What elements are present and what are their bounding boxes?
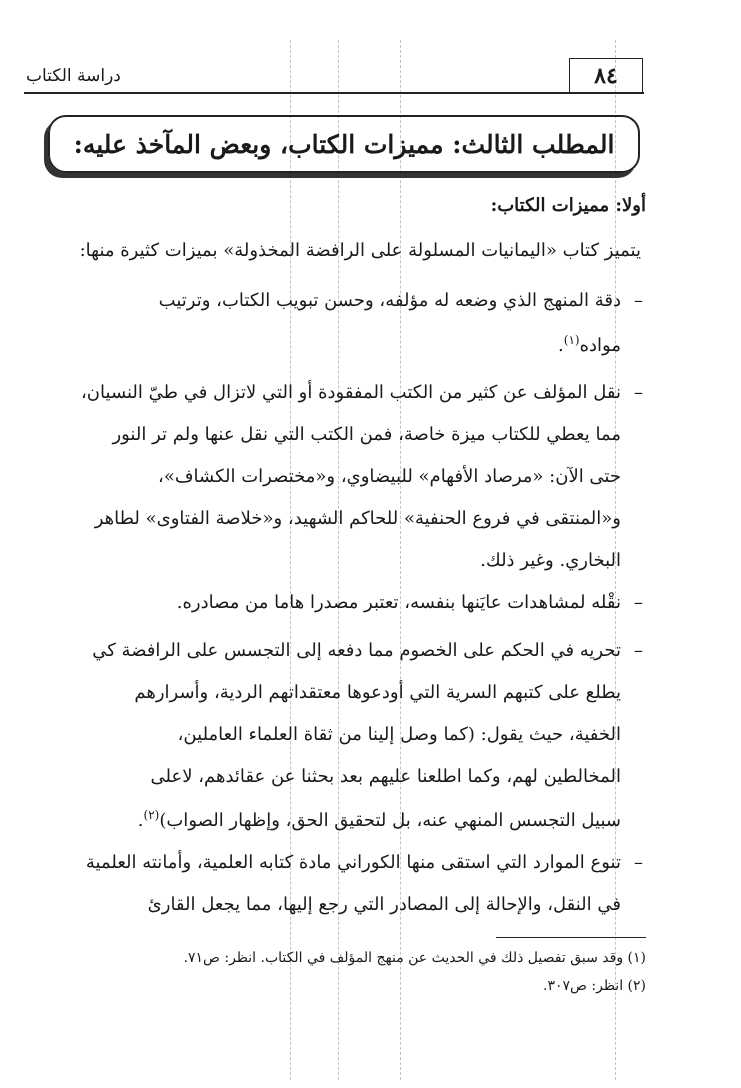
footnote-2: (٢) انظر: ص٣٠٧. <box>542 978 646 994</box>
item-1-line-2: مواده$^{(١)}$. <box>558 333 621 356</box>
footnote-ref-2: (٢) <box>143 808 160 822</box>
item-4-line-4: المخالطين لهم، وكما اطلعنا عليهم بعد بحثنا عن عقائدهم، لاعلى <box>150 766 621 787</box>
section-title-box <box>48 115 640 173</box>
scan-artifact-line <box>400 40 401 1080</box>
item-1-line-1: دقة المنهج الذي وضعه له مؤلفه، وحسن تبويب الكتاب، وترتيب <box>158 290 621 311</box>
item-2-line-3: حتى الآن: «مرصاد الأفهام» للبيضاوي، و«مختصرات الكشاف»، <box>158 466 621 487</box>
bullet-dash: – <box>634 852 643 873</box>
item-5-line-1: تنوع الموارد التي استقى منها الكوراني مادة كتابه العلمية، وأمانته العلمية <box>85 852 621 873</box>
running-header-title: دراسة الكتاب <box>26 66 121 86</box>
page-number-box <box>569 58 643 94</box>
section-title: المطلب الثالث: مميزات الكتاب، وبعض المآخذ عليه: <box>73 129 615 159</box>
item-3-line-1: نقْله لمشاهدات عايَنها بنفسه، تعتبر مصدرا هاما من مصادره. <box>176 592 621 613</box>
bullet-dash: – <box>634 290 643 311</box>
item-4-line-3: الخفية، حيث يقول: (كما وصل إلينا من ثقاة العلماء العاملين، <box>177 724 621 745</box>
footnote-ref-1: (١) <box>563 333 580 347</box>
subheading: أولا: مميزات الكتاب: <box>490 195 646 216</box>
item-4-line-5-text: سبيل التجسس المنهي عنه، بل لتحقيق الحق، وإظهار الصواب) <box>159 810 621 831</box>
item-4-line-1: تحريه في الحكم على الخصوم مما دفعه إلى التجسس على الرافضة كي <box>92 640 621 661</box>
footnote-rule <box>496 937 646 938</box>
bullet-dash: – <box>634 382 643 403</box>
bullet-dash: – <box>634 640 643 661</box>
item-2-line-2: مما يعطي للكتاب ميزة خاصة، فمن الكتب التي نقل عنها ولم تر النور <box>112 424 621 445</box>
item-1-line-2-text: مواده <box>579 335 621 356</box>
scan-artifact-line <box>338 40 339 1080</box>
scan-artifact-line <box>290 40 291 1080</box>
item-2-line-4: و«المنتقى في فروع الحنفية» للحاكم الشهيد، و«خلاصة الفتاوى» لطاهر <box>94 508 621 529</box>
item-2-line-5: البخاري. وغير ذلك. <box>480 550 621 571</box>
item-2-line-1: نقل المؤلف عن كثير من الكتب المفقودة أو التي لاتزال في طيّ النسيان، <box>81 382 621 403</box>
page-number: ٨٤ <box>594 63 618 89</box>
bullet-dash: – <box>634 592 643 613</box>
header-rule <box>24 92 644 94</box>
item-4-line-5: سبيل التجسس المنهي عنه، بل لتحقيق الحق، وإظهار الصواب)$^{(٢)}$. <box>137 808 621 831</box>
footnote-1: (١) وقد سبق تفصيل ذلك في الحديث عن منهج المؤلف في الكتاب. انظر: ص٧١. <box>183 950 646 966</box>
intro-paragraph: يتميز كتاب «اليمانيات المسلولة على الرافضة المخذولة» بميزات كثيرة منها: <box>79 240 641 261</box>
item-5-line-2: في النقل، والإحالة إلى المصادر التي رجع إليها، مما يجعل القارئ <box>147 894 621 915</box>
item-4-line-2: يطلع على كتبهم السرية التي أودعوها معتقداتهم الردية، وأسرارهم <box>134 682 621 703</box>
